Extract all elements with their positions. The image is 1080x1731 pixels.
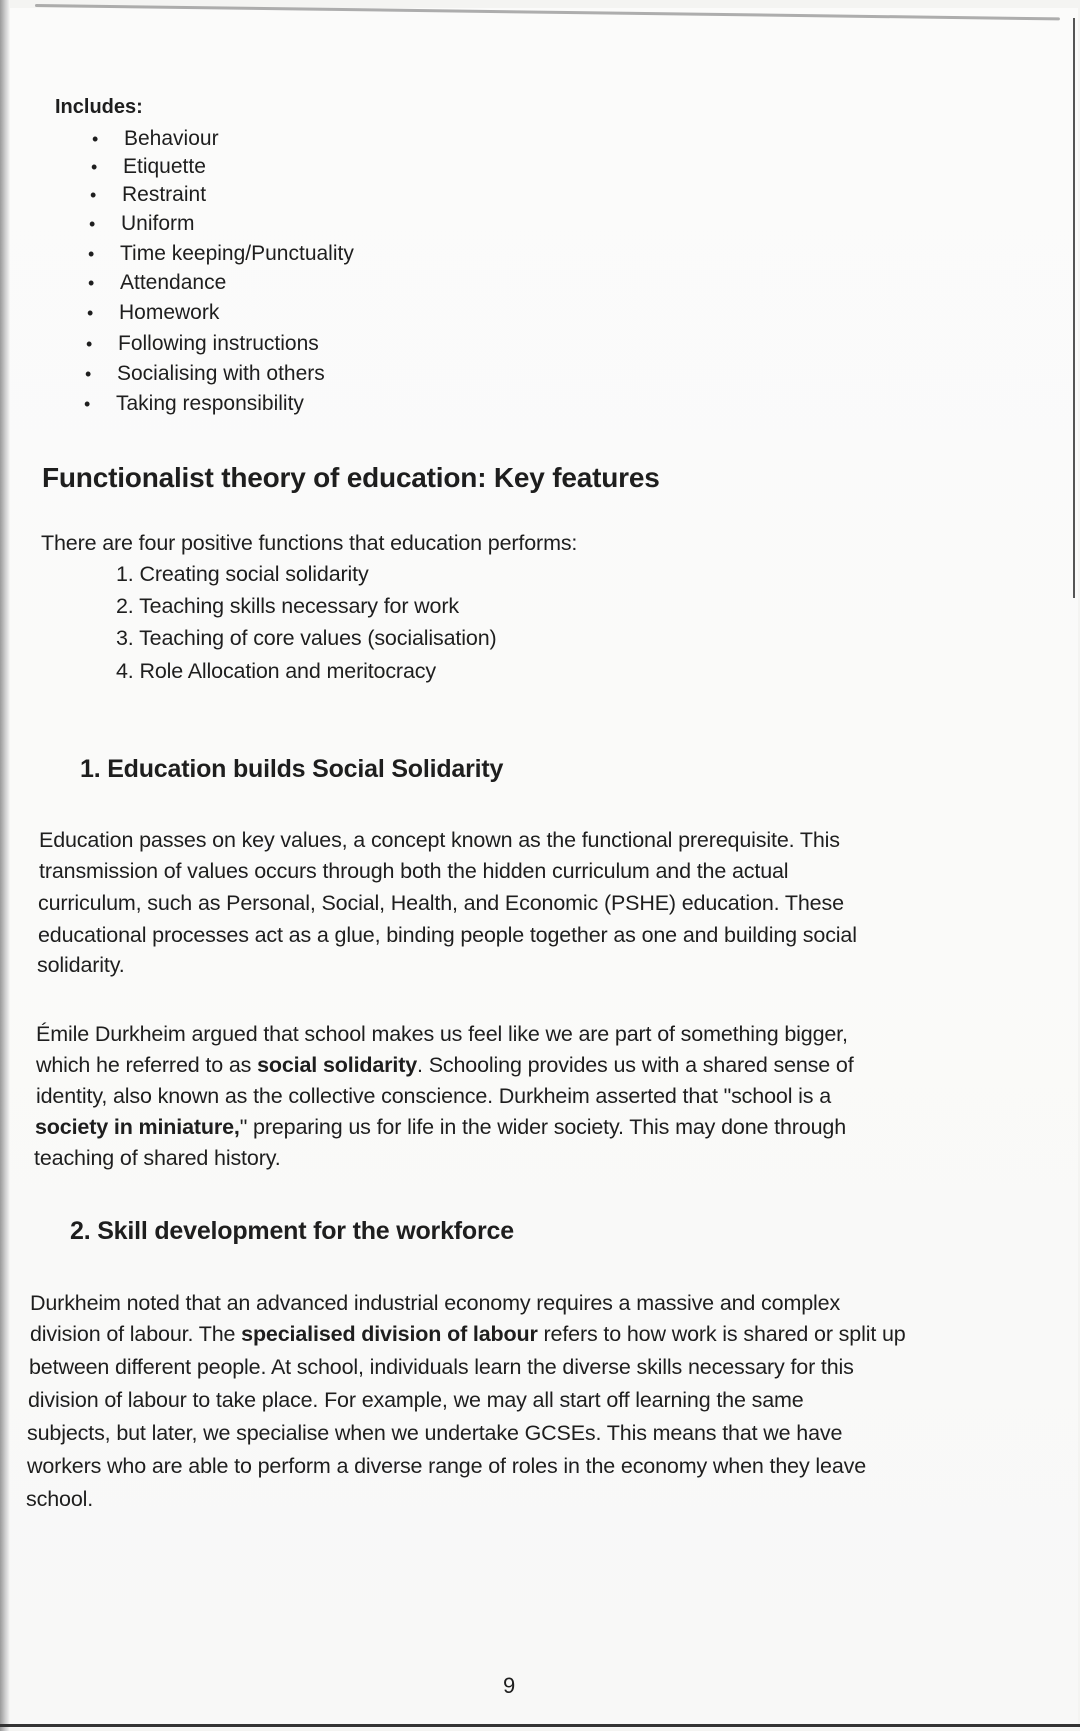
list-item: • Time keeping/Punctuality: [88, 242, 354, 265]
term-society-in-miniature: society in miniature,: [35, 1115, 240, 1139]
includes-label: Includes:: [55, 96, 143, 118]
page-number: 9: [503, 1673, 516, 1698]
paragraph-line: teaching of shared history.: [34, 1146, 281, 1170]
list-item: • Uniform: [89, 212, 195, 235]
bullet-icon: •: [90, 185, 97, 205]
term-social-solidarity: social solidarity: [257, 1053, 418, 1077]
list-item: • Restraint: [90, 183, 207, 206]
bullet-icon: •: [88, 273, 95, 293]
page-bottom-border: [0, 1724, 1080, 1727]
list-item: • Taking responsibility: [84, 392, 304, 415]
bullet-icon: •: [88, 244, 95, 264]
list-item: • Etiquette: [91, 155, 206, 178]
list-item: • Socialising with others: [85, 362, 325, 385]
paragraph-line: Émile Durkheim argued that school makes us feel like we are part of something bigger,: [36, 1022, 848, 1046]
list-item: 2. Teaching skills necessary for work: [116, 594, 459, 618]
paragraph-line: identity, also known as the collective conscience. Durkheim asserted that "school is a: [36, 1084, 832, 1108]
list-item: 4. Role Allocation and meritocracy: [116, 659, 436, 683]
paragraph-line: subjects, but later, we specialise when we undertake GCSEs. This means that we have: [27, 1421, 843, 1445]
section-heading-skill-development: 2. Skill development for the workforce: [70, 1217, 514, 1245]
paragraph-line: curriculum, such as Personal, Social, Health, and Economic (PSHE) education. These: [38, 891, 844, 915]
list-item: • Behaviour: [92, 127, 219, 150]
paragraph-line: educational processes act as a glue, binding people together as one and building social: [38, 923, 857, 947]
paragraph-line: transmission of values occurs through both the hidden curriculum and the actual: [39, 859, 789, 883]
bullet-icon: •: [84, 394, 91, 414]
paragraph-line: between different people. At school, individuals learn the diverse skills necessary for this: [29, 1355, 854, 1379]
intro-text: There are four positive functions that education performs:: [41, 531, 578, 555]
paragraph-line: division of labour to take place. For example, we may all start off learning the same: [28, 1388, 804, 1412]
list-item: 3. Teaching of core values (socialisation): [116, 626, 497, 650]
bullet-icon: •: [85, 364, 92, 384]
paragraph-line: workers who are able to perform a diverse range of roles in the economy when they leave: [27, 1454, 867, 1478]
page-right-border: [1073, 18, 1075, 598]
list-item: • Attendance: [88, 271, 227, 294]
page-left-edge-shadow: [0, 0, 9, 1731]
paragraph-line: which he referred to as social solidarity. Schooling provides us with a shared sense of: [36, 1053, 854, 1077]
paragraph-line: Education passes on key values, a concept known as the functional prerequisite. This: [39, 828, 840, 852]
list-item: • Following instructions: [86, 332, 319, 355]
bullet-icon: •: [86, 334, 93, 354]
main-heading: Functionalist theory of education: Key features: [42, 462, 660, 493]
paragraph-line: society in miniature," preparing us for life in the wider society. This may done through: [35, 1115, 847, 1139]
paragraph-line: division of labour. The specialised division of labour refers to how work is shared or split up: [30, 1322, 906, 1346]
bullet-icon: •: [91, 157, 98, 177]
paragraph-line: solidarity.: [37, 953, 125, 977]
term-specialised-division-of-labour: specialised division of labour: [241, 1322, 538, 1346]
paragraph-line: school.: [26, 1487, 94, 1511]
bullet-icon: •: [92, 129, 99, 149]
bullet-icon: •: [89, 214, 96, 234]
paragraph-line: Durkheim noted that an advanced industrial economy requires a massive and complex: [30, 1291, 841, 1315]
list-item: 1. Creating social solidarity: [116, 562, 369, 586]
bullet-icon: •: [87, 303, 94, 323]
list-item: • Homework: [87, 301, 220, 324]
section-heading-social-solidarity: 1. Education builds Social Solidarity: [80, 755, 504, 783]
